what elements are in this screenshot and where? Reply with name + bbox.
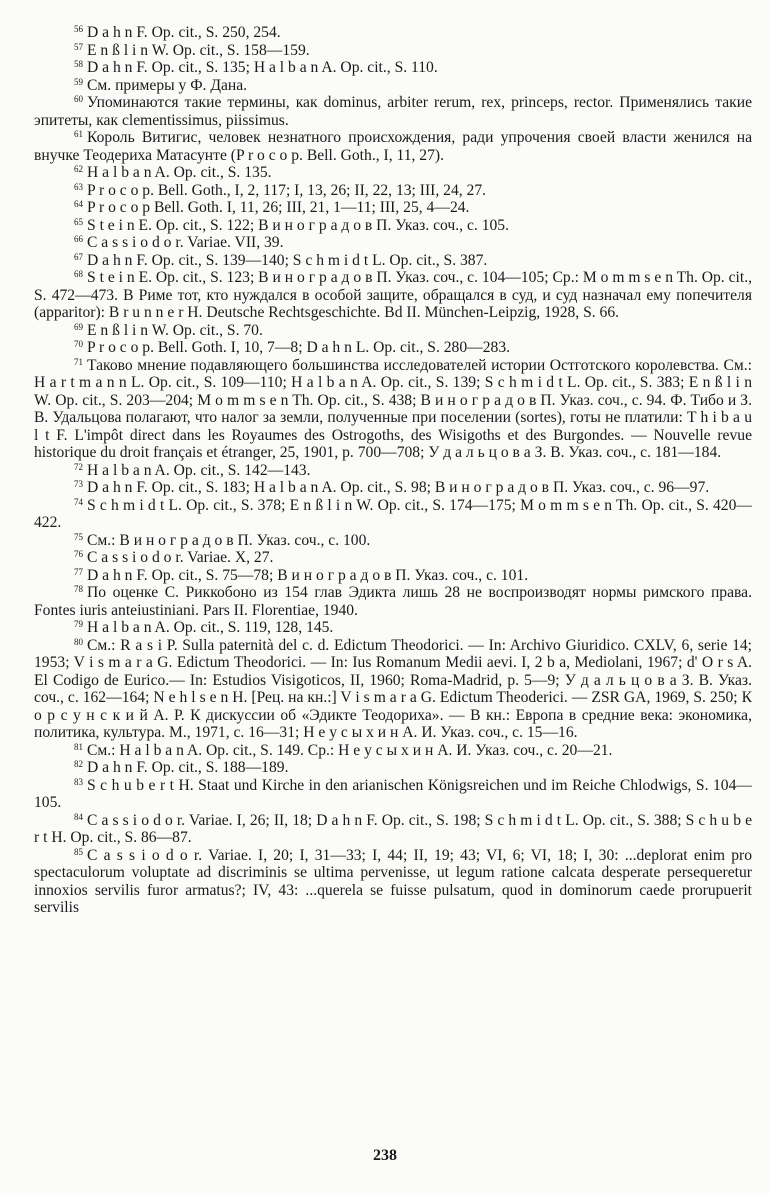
footnote [34, 497, 752, 532]
footnote-text: C a s s i o d o r. Variae. I, 26; II, 18; D a h n F. Op. cit., S. 198; S c h m i d t L. Op. cit., S. 388; S c h u b e r t H. Op. cit., S. 86—87. [34, 811, 752, 846]
footnote [34, 742, 752, 760]
footnote-number: 65 [74, 216, 83, 227]
footnote-text: C a s s i o d o r. Variae. I, 20; I, 31—33; I, 44; II, 19; 43; VI, 6; VI, 18; I, 30: ...deplorat enim pro spectaculorum voluptate ad discriminis se ultima pervenisse, ut legum ratione calcata desperate persequeretur innoxios servilis furor armatus?; IV, 43: ...querela se fuisse pulsatum, quod in dominorum caede prorupuerit servilis [34, 846, 752, 916]
footnote-number: 69 [74, 321, 83, 332]
footnote-text: См.: H a l b a n A. Op. cit., S. 149. Ср.: Н е у с ы х и н А. И. Указ. соч., с. 20—21. [87, 741, 613, 759]
footnote-text: P r o c o p Bell. Goth. I, 11, 26; III, 21, 1—11; III, 25, 4—24. [87, 199, 470, 216]
footnote [34, 549, 752, 567]
footnote-text: D a h n F. Op. cit., S. 188—189. [87, 759, 289, 776]
footnote-number: 62 [74, 164, 83, 174]
footnote-number: 82 [74, 759, 83, 769]
footnote-number: 58 [74, 59, 83, 69]
footnote-number: 68 [74, 269, 83, 279]
footnote-number: 78 [74, 584, 83, 594]
footnote-text: По оценке С. Риккобоно из 154 глав Эдикта лишь 28 не воспроизводят нормы римского права. Fontes iuris anteiustiniani. Pars II. Florentiae, 1940. [34, 584, 752, 619]
footnote-number: 61 [74, 129, 83, 139]
footnote-text: См. примеры у Ф. Дана. [87, 76, 248, 94]
footnote-number: 56 [74, 24, 83, 34]
footnote-text: P r o c o p. Bell. Goth. I, 10, 7—8; D a h n L. Op. cit., S. 280—283. [87, 339, 511, 356]
footnote [34, 847, 752, 917]
footnote-number: 71 [74, 356, 83, 367]
footnote [34, 77, 752, 95]
footnote [34, 357, 752, 462]
footnote-number: 59 [74, 76, 83, 87]
footnote-text: Таково мнение подавляющего большинства исследователей истории Остготского королевства. См.: H a r t m a n n L. Op. cit., S. 109—110; H a l b a n A. Op. cit., S. 139; S c h m i d t L. Op. cit., S. 383; E n ß l i n W. Op. cit., S. 203—204; M o m m s e n Th. Op. cit., S. 438; В и н о г р а д о в П. Указ. соч., с. 94. Ф. Тибо и З. В. Удальцова полагают, что налог за земли, полученные при поселении (sortes), готы не платили: T h i b a u l t F. L'impôt direct dans les Royaumes des Ostrogoths, des Wisigoths et des Burgondes. — Nouvelle revue historique du droit français et étranger, 25, 1901, p. 700—708; У д а л ь ц о в а З. В. Указ. соч., с. 181—184. [34, 356, 752, 461]
footnote-number: 63 [74, 181, 83, 192]
footnote [34, 567, 752, 585]
footnote-number: 80 [74, 636, 83, 647]
footnote [34, 217, 752, 235]
footnote [34, 94, 752, 129]
footnote [34, 759, 752, 777]
footnote [34, 234, 752, 252]
footnote-number: 66 [74, 234, 83, 244]
footnote [34, 129, 752, 164]
footnote-text: H a l b a n A. Op. cit., S. 142—143. [87, 461, 311, 479]
footnote [34, 252, 752, 270]
footnote-text: C a s s i o d o r. Variae. X, 27. [87, 549, 274, 566]
footnote [34, 637, 752, 742]
footnote-number: 77 [74, 566, 83, 577]
footnote-number: 81 [74, 741, 83, 752]
footnote-text: D a h n F. Op. cit., S. 183; H a l b a n A. Op. cit., S. 98; В и н о г р а д о в П. Указ. соч., с. 96—97. [87, 479, 710, 496]
footnote [34, 339, 752, 357]
footnote [34, 584, 752, 619]
footnote [34, 42, 752, 60]
footnote [34, 777, 752, 812]
footnote [34, 479, 752, 497]
footnote-number: 73 [74, 479, 83, 489]
footnote-text: Упоминаются такие термины, как dominus, arbiter rerum, rex, princeps, rector. Применялись такие эпитеты, как clementissimus, piissimus. [34, 94, 752, 129]
footnote [34, 199, 752, 217]
footnote [34, 182, 752, 200]
footnote-number: 67 [74, 251, 83, 262]
footnote-number: 84 [74, 811, 83, 822]
footnote-number: 72 [74, 461, 83, 472]
footnote-text: H a l b a n A. Op. cit., S. 119, 128, 145. [87, 619, 334, 636]
footnote-text: См.: В и н о г р а д о в П. Указ. соч., с. 100. [87, 531, 371, 549]
footnote-number: 83 [74, 776, 83, 787]
footnote [34, 322, 752, 340]
footnote-number: 85 [74, 846, 83, 857]
footnote-text: C a s s i o d o r. Variae. VII, 39. [87, 234, 284, 251]
page-number: 238 [373, 1147, 397, 1164]
footnote-text: D a h n F. Op. cit., S. 250, 254. [87, 24, 281, 41]
footnote-text: S c h m i d t L. Op. cit., S. 378; E n ß l i n W. Op. cit., S. 174—175; M o m m s e n Th. Op. cit., S. 420—422. [34, 496, 752, 531]
footnote [34, 619, 752, 637]
footnote-number: 74 [74, 496, 83, 507]
footnote-text: H a l b a n A. Op. cit., S. 135. [87, 164, 272, 181]
footnote-number: 64 [74, 199, 83, 209]
footnote-number: 57 [74, 41, 83, 52]
footnote-number: 76 [74, 549, 83, 559]
footnote-text: D a h n F. Op. cit., S. 135; H a l b a n A. Op. cit., S. 110. [87, 59, 438, 76]
footnote-number: 75 [74, 531, 83, 542]
footnote [34, 532, 752, 550]
footnote-text: S t e i n E. Op. cit., S. 122; В и н о г р а д о в П. Указ. соч., с. 105. [87, 216, 509, 234]
footnote-text: S c h u b e r t H. Staat und Kirche in den arianischen Königsreichen und im Reiche Chlodwigs, S. 104—105. [34, 776, 752, 811]
footnote-text: P r o c o p. Bell. Goth., I, 2, 117; I, 13, 26; II, 22, 13; III, 24, 27. [87, 181, 487, 199]
footnote-text: S t e i n E. Op. cit., S. 123; В и н о г р а д о в П. Указ. соч., с. 104—105; Ср.: M o m m s e n Th. Op. cit., S. 472—473. В Риме тот, кто нуждался в особой защите, обращался в суд, и суд назначал ему попечителя (apparitor): B r u n n e r H. Deutsche Rechtsgeschichte. Bd II. München-Leipzig, 1928, S. 66. [34, 269, 752, 321]
footnotes-list [34, 24, 752, 917]
footnote-text: См.: R a s i P. Sulla paternità del c. d. Edictum Theodorici. — In: Archivo Giuridico. CXLV, 6, serie 14; 1953; V i s m a r a G. Edictum Theodorici. — In: Ius Romanum Medii aevi. I, 2 b a, Mediolani, 1967; d' O r s A. El Codigo de Eurico.— In: Estudios Visigoticos, II, 1960; Roma-Madrid, p. 5—9; У д а л ь ц о в а З. В. Указ. соч., с. 162—164; N e h l s e n H. [Рец. на кн.:] V i s m a r a G. Edictum Theoderici. — ZSR GA, 1969, S. 250; К о р с у н с к и й А. Р. К дискуссии об «Эдикте Теодориха». — В кн.: Европа в средние века: экономика, политика, культура. М., 1971, с. 16—31; Н е у с ы х и н А. И. Указ. соч., с. 15—16. [34, 636, 752, 741]
footnote [34, 24, 752, 42]
footnote-text: E n ß l i n W. Op. cit., S. 70. [87, 321, 263, 339]
footnote-text: Король Витигис, человек незнатного происхождения, ради упрочения своей власти женился на внучке Теодериха Матасунте (P r o c o p. Bell. Goth., I, 11, 27). [34, 129, 752, 164]
footnote [34, 269, 752, 322]
footnote-text: E n ß l i n W. Op. cit., S. 158—159. [87, 41, 310, 59]
footnote-number: 70 [74, 339, 83, 349]
footnote-text: D a h n F. Op. cit., S. 75—78; В и н о г р а д о в П. Указ. соч., с. 101. [87, 566, 529, 584]
footnote-text: D a h n F. Op. cit., S. 139—140; S c h m i d t L. Op. cit., S. 387. [87, 251, 488, 269]
footnote [34, 164, 752, 182]
footnote-number: 79 [74, 619, 83, 629]
footnote-number: 60 [74, 94, 83, 104]
footnote [34, 59, 752, 77]
footnote [34, 462, 752, 480]
footnote [34, 812, 752, 847]
